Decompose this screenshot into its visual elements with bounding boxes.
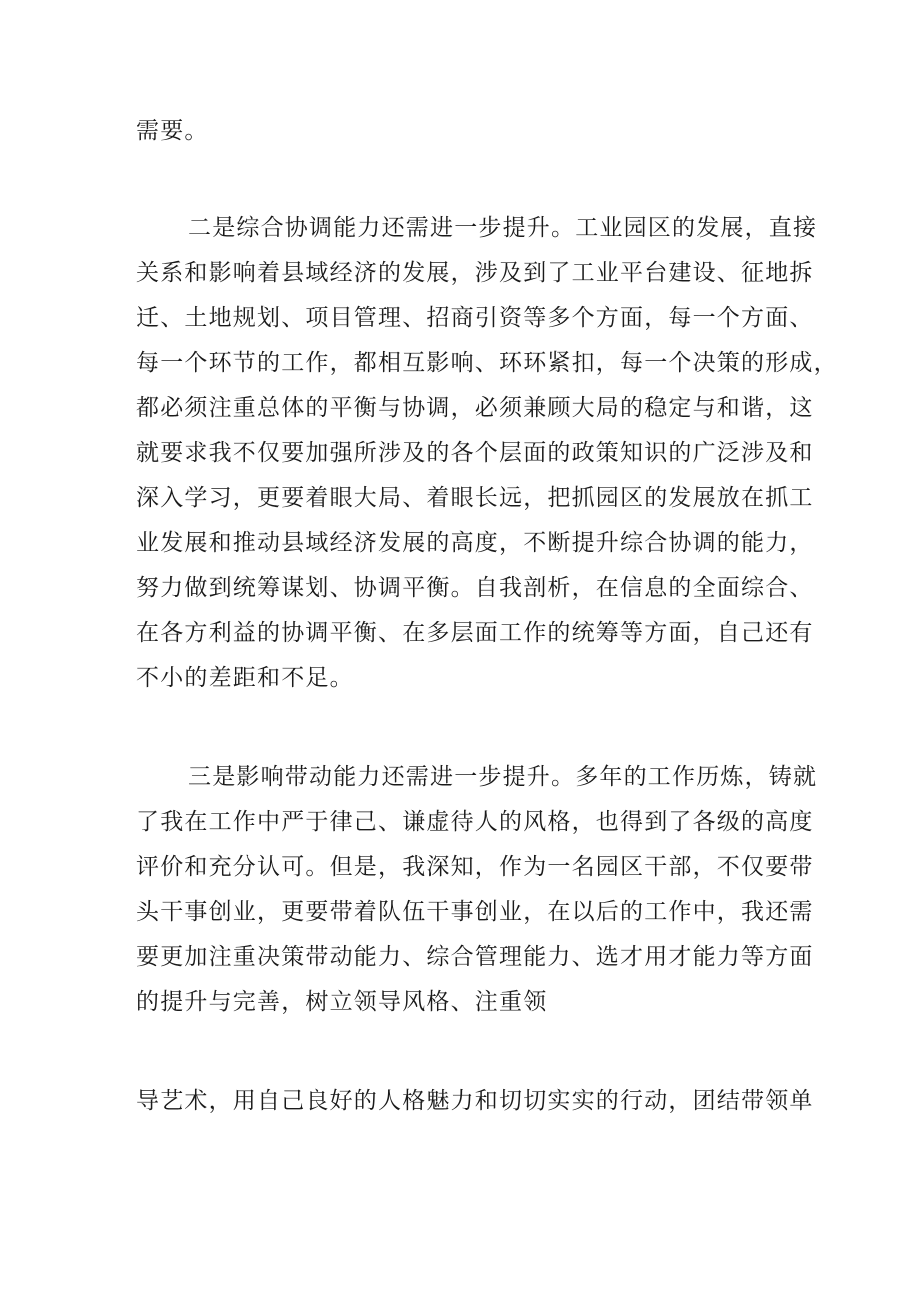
text-line: 评价和充分认可。但是，我深知，作为一名园区干部，不仅要带 xyxy=(136,854,814,880)
text-line: 了我在工作中严于律己、谦虚待人的风格，也得到了各级的高度 xyxy=(136,809,814,835)
text-line: 关系和影响着县域经济的发展，涉及到了工业平台建设、征地拆 xyxy=(136,260,814,286)
text-line: 头干事创业，更要带着队伍干事创业，在以后的工作中，我还需 xyxy=(136,899,814,925)
text-line: 导艺术，用自己良好的人格魅力和切切实实的行动，团结带领单 xyxy=(136,1088,814,1114)
text-line: 迁、土地规划、项目管理、招商引资等多个方面，每一个方面、 xyxy=(136,305,814,331)
text-line: 的提升与完善，树立领导风格、注重领 xyxy=(136,989,548,1015)
paragraph-3-first-line: 三是影响带动能力还需进一步提升。多年的工作历炼，铸就 xyxy=(188,764,818,790)
text-line: 在各方利益的协调平衡、在多层面工作的统筹等方面，自己还有 xyxy=(136,620,814,646)
text-line: 努力做到统筹谋划、协调平衡。自我剖析，在信息的全面综合、 xyxy=(136,575,814,601)
paragraph-2-first-line: 二是综合协调能力还需进一步提升。工业园区的发展，直接 xyxy=(188,215,818,241)
text-line: 每一个环节的工作，都相互影响、环环紧扣，每一个决策的形成， xyxy=(136,350,838,376)
text-line: 都必须注重总体的平衡与协调，必须兼顾大局的稳定与和谐，这 xyxy=(136,395,814,421)
text-line: 就要求我不仅要加强所涉及的各个层面的政策知识的广泛涉及和 xyxy=(136,440,814,466)
text-line: 需要。 xyxy=(136,118,209,144)
text-line: 要更加注重决策带动能力、综合管理能力、选才用才能力等方面 xyxy=(136,944,814,970)
text-line: 不小的差距和不足。 xyxy=(136,665,354,691)
text-line: 深入学习，更要着眼大局、着眼长远，把抓园区的发展放在抓工 xyxy=(136,485,814,511)
text-line: 业发展和推动县域经济发展的高度，不断提升综合协调的能力， xyxy=(136,530,814,556)
